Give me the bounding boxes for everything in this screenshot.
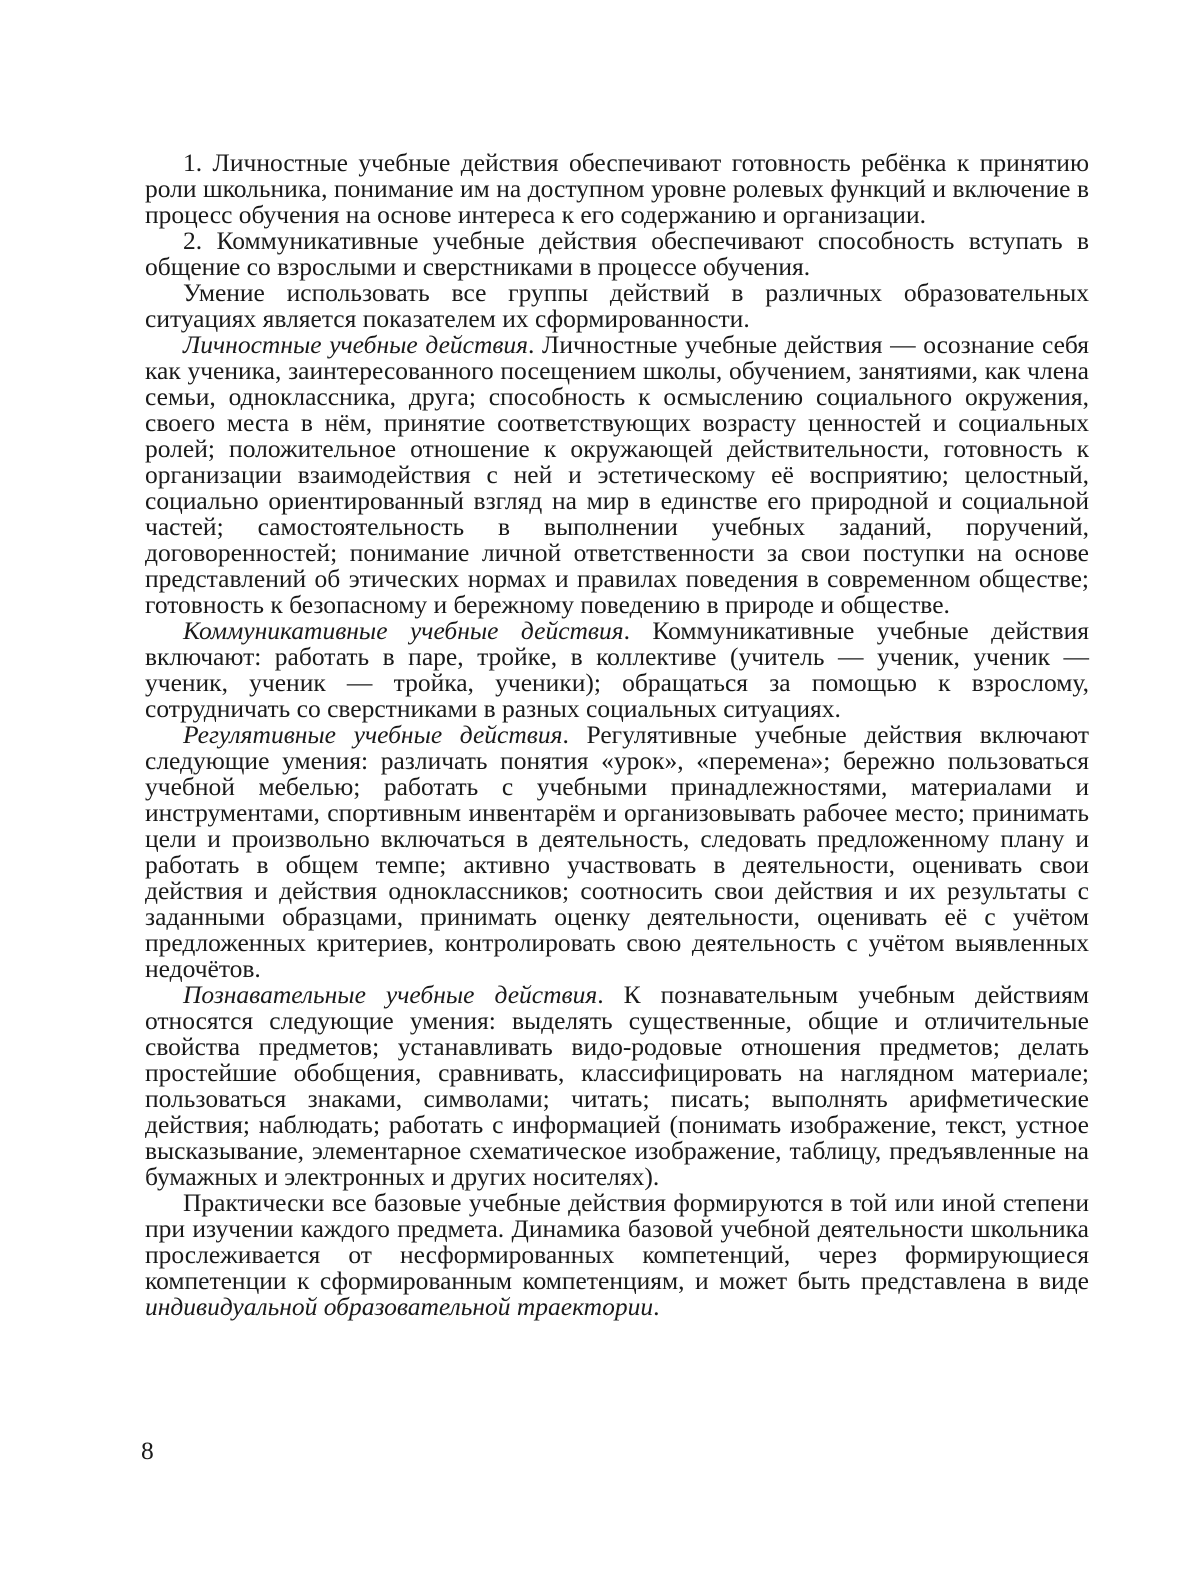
paragraph-regulatory-actions: [145, 722, 1089, 982]
paragraph-text: 1. Личностные учебные действия обеспечивают готовность ребёнка к принятию роли школьника, понимание им на доступном уровне ролевых функций и включение в процесс обучения на основе интереса к его содержанию и организации.: [145, 148, 1089, 229]
paragraph-cognitive-actions: [145, 982, 1089, 1190]
paragraph-lead-heading: Коммуникативные учебные действия: [183, 616, 624, 645]
page-body: [145, 150, 1089, 1320]
paragraph-communicative-actions: [145, 618, 1089, 722]
paragraph-text: Практически все базовые учебные действия формируются в той или иной степени при изучении каждого предмета. Динамика базовой учебной деятельности школьника прослеживается от несформированных компетенций, через формирующиеся компетенции к сформированным компетенциям, и может быть представлена в виде: [145, 1188, 1089, 1295]
paragraph-text: . Регулятивные учебные действия включают следующие умения: различать понятия «урок», «перемена»; бережно пользоваться учебной мебелью; работать с учебными принадлежностями, материалами и инструментами, спортивным инвентарём и организовывать рабочее место; принимать цели и произвольно включаться в деятельность, следовать предложенному плану и работать в общем темпе; активно участвовать в деятельности, оценивать свои действия и действия одноклассников; соотносить свои действия и их результаты с заданными образцами, принимать оценку деятельности, оценивать её с учётом предложенных критериев, контролировать свою деятельность с учётом выявленных недочётов.: [145, 720, 1089, 983]
paragraph-emphasis: индивидуальной образовательной траектории: [145, 1292, 654, 1321]
paragraph-tail: .: [653, 1292, 660, 1321]
paragraph-text: . К познавательным учебным действиям относятся следующие умения: выделять существенные, общие и отличительные свойства предметов; устанавливать видо-родовые отношения предметов; делать простейшие обобщения, сравнивать, классифицировать на наглядном материале; пользоваться знаками, символами; читать; писать; выполнять арифметические действия; наблюдать; работать с информацией (понимать изображение, текст, устное высказывание, элементарное схематическое изображение, таблицу, предъявленные на бумажных и электронных и других носителях).: [145, 980, 1089, 1191]
paragraph-lead-heading: Регулятивные учебные действия: [183, 720, 563, 749]
paragraph-text: Умение использовать все группы действий в различных образовательных ситуациях является показателем их сформированности.: [145, 278, 1089, 333]
paragraph-text: . Коммуникативные учебные действия включают: работать в паре, тройке, в коллективе (учитель — ученик, ученик — ученик, ученик — тройка, ученики); обращаться за помощью к взрослому, сотрудничать со сверстниками в разных социальных ситуациях.: [145, 616, 1089, 723]
page-number: 8: [141, 1436, 154, 1465]
paragraph-personal-actions: [145, 332, 1089, 618]
paragraph-learning-trajectory: [145, 1190, 1089, 1320]
paragraph-lead-heading: Познавательные учебные действия: [183, 980, 598, 1009]
paragraph-communicative-ability: [145, 228, 1089, 280]
paragraph-action-groups: [145, 280, 1089, 332]
paragraph-text: . Личностные учебные действия — осознание себя как ученика, заинтересованного посещением школы, обучением, занятиями, как члена семьи, одноклассника, друга; способность к осмыслению социального окружения, своего места в нём, принятие соответствующих возрасту ценностей и социальных ролей; положительное отношение к окружающей действительности, готовность к организации взаимодействия с ней и эстетическому её восприятию; целостный, социально ориентированный взгляд на мир в единстве его природной и социальной частей; самостоятельность в выполнении учебных заданий, поручений, договоренностей; понимание личной ответственности за свои поступки на основе представлений об этических нормах и правилах поведения в современном обществе; готовность к безопасному и бережному поведению в природе и обществе.: [145, 330, 1089, 619]
paragraph-personal-readiness: [145, 150, 1089, 228]
paragraph-text: 2. Коммуникативные учебные действия обеспечивают способность вступать в общение со взрослыми и сверстниками в процессе обучения.: [145, 226, 1089, 281]
paragraph-lead-heading: Личностные учебные действия: [183, 330, 529, 359]
